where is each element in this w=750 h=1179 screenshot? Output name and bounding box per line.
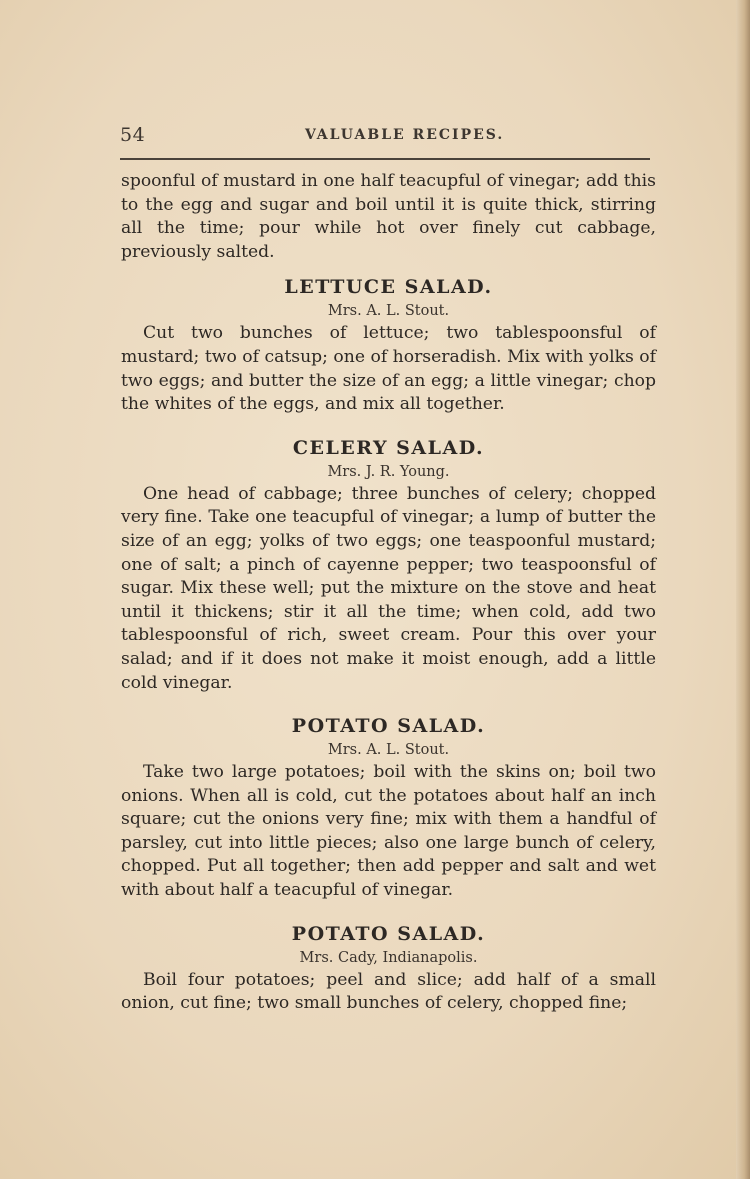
continuation-paragraph: spoonful of mustard in one half teacupful of vinegar; add this to the egg and sugar and boil until it is quite thick, stirring all the time; pour while hot over finely cut cabbage, previously salted.	[121, 171, 656, 262]
recipe-author: Mrs. Cady, Indianapolis.	[299, 949, 478, 966]
running-title: VALUABLE RECIPES.	[305, 127, 505, 143]
recipe-text: One head of cabbage; three bunches of celery; chopped very fine. Take one teacupful of vinegar; a lump of butter the size of an egg; yolks of two eggs; one teaspoonful mustard; one of salt; a pinch of cayenne pepper; two teaspoonsful of sugar. Mix these well; put the mixture on the stove and heat until it thickens; stir it all the time; when cold, add two tablespoonsful of rich, sweet cream. Pour this over your salad; and if it does not make it moist enough, add a little cold vinegar.	[121, 483, 656, 693]
recipe-author: Mrs. A. L. Stout.	[327, 742, 450, 759]
recipe-title-potato-salad-2: POTATO SALAD.	[291, 922, 486, 945]
recipe-text: Boil four potatoes; peel and slice; add half of a small onion, cut fine; two small bunches of celery, chopped fine;	[121, 969, 656, 1014]
recipe-title-lettuce-salad: LETTUCE SALAD.	[284, 276, 493, 299]
page-number: 54	[120, 124, 146, 146]
recipe-author: Mrs. A. L. Stout.	[327, 303, 450, 320]
recipe-title-potato-salad: POTATO SALAD.	[291, 715, 486, 738]
page-edge-shadow	[736, 0, 750, 1179]
recipe-text: Cut two bunches of lettuce; two tablespoonsful of mustard; two of catsup; one of horseradish. Mix with yolks of two eggs; and butter the size of an egg; a little vinegar; chop the whites of the eggs, and mix all together.	[121, 323, 656, 415]
page-content	[121, 170, 656, 1016]
header-rule	[120, 158, 650, 160]
recipe-title-celery-salad: CELERY SALAD.	[292, 436, 485, 459]
page-header	[120, 124, 650, 148]
recipe-author: Mrs. J. R. Young.	[327, 463, 450, 480]
recipe-text: Take two large potatoes; boil with the skins on; boil two onions. When all is cold, cut the potatoes about half an inch square; cut the onions very fine; mix with them a handful of parsley, cut into little pieces; also one large bunch of celery, chopped. Put all together; then add pepper and salt and wet with about half a teacupful of vinegar.	[121, 762, 656, 901]
